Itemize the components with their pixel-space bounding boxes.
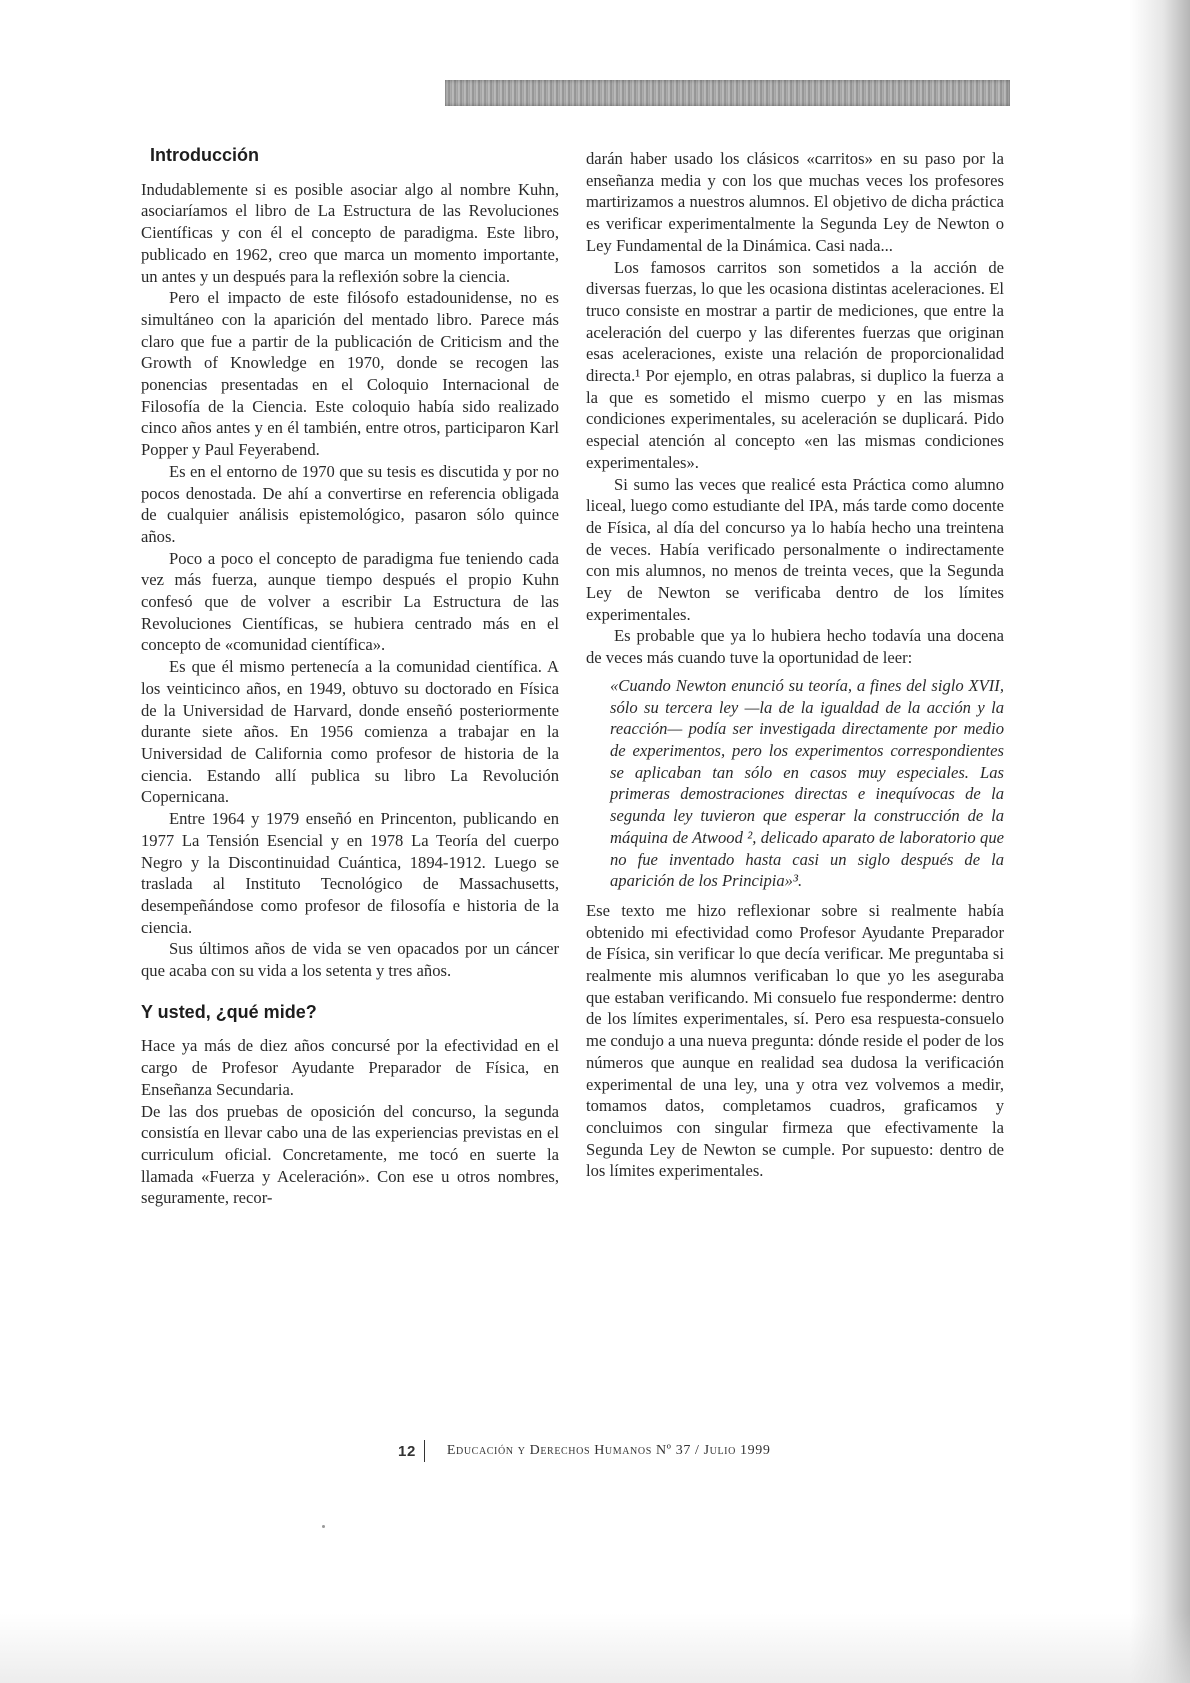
left-column	[141, 145, 559, 1209]
block-quote: «Cuando Newton enunció su teoría, a fines del siglo XVII, sólo su tercera ley —la de la igualdad de la acción y la reacción— podía ser investigada directamente por medio de experimentos, pero los experimentos correspondientes se aplicaban tan sólo en casos muy especiales. Las primeras demostraciones directas e inequívocas de la segunda ley tuvieron que esperar la construcción de la máquina de Atwood ², delicado aparato de laboratorio que no fue inventado hasta casi un siglo después de la aparición de los Principia»³.	[610, 675, 1004, 891]
paragraph: Los famosos carritos son sometidos a la acción de diversas fuerzas, lo que les ocasiona distintas aceleraciones. El truco consiste en mostrar a partir de mediciones, que entre la aceleración del cuerpo y las diferentes fuerzas que originan esas aceleraciones, existe una relación de proporcionalidad directa.¹ Por ejemplo, en otras palabras, si duplico la fuerza a la que es sometido el mismo cuerpo y en las mismas condiciones experimentales, su aceleración se duplicará. Pido especial atención al concepto «en las mismas condiciones experimentales».	[586, 257, 1004, 472]
section-heading-introduccion: Introducción	[150, 145, 259, 165]
paragraph: De las dos pruebas de oposición del concurso, la segunda consistía en llevar cabo una de las experiencias previstas en el curriculum oficial. Concretamente, me tocó en suerte la llamada «Fuerza y Aceleración». Con ese u otros nombres, seguramente, recor-	[141, 1101, 559, 1208]
scan-edge-shadow	[1130, 0, 1190, 1683]
header-decorative-bar	[445, 80, 1010, 106]
paragraph: Es probable que ya lo hubiera hecho todavía una docena de veces más cuando tuve la oportunidad de leer:	[586, 626, 1004, 668]
publication-info: Educación y Derechos Humanos Nº 37 / Julio 1999	[446, 1443, 771, 1458]
paragraph: Ese texto me hizo reflexionar sobre si realmente había obtenido mi efectividad como Profesor Ayudante Preparador de Física, sin verificar lo que decía verificar. Me preguntaba si realmente mis alumnos verificaban lo que yo les aseguraba que estaban verificando. Mi consuelo fue responderme: dentro de los límites experimentales, sí. Pero esa respuesta-consuelo me condujo a una nueva pregunta: dónde reside el poder de los números que aunque en realidad sea dudosa la verificación experimental de una ley, una y otra vez volvemos a medir, tomamos datos, completamos cuadros, graficamos y concluimos con singular firmeza que efectivamente la Segunda Ley de Newton se cumple. Por supuesto: dentro de los límites experimentales.	[586, 900, 1004, 1181]
footer-divider	[424, 1440, 425, 1462]
paragraph: Hace ya más de diez años concursé por la efectividad en el cargo de Profesor Ayudante Preparador de Física, en Enseñanza Secundaria.	[141, 1036, 559, 1099]
paragraph: Sus últimos años de vida se ven opacados por un cáncer que acaba con su vida a los setenta y tres años.	[141, 939, 559, 981]
right-column	[586, 148, 1004, 1182]
paragraph: Es en el entorno de 1970 que su tesis es discutida y por no pocos denostada. De ahí a convertirse en referencia obligada de cualquier análisis epistemológico, pasaron sólo quince años.	[141, 461, 559, 546]
paragraph: Pero el impacto de este filósofo estadounidense, no es simultáneo con la aparición del mentado libro. Parece más claro que fue a partir de la publicación de Criticism and the Growth of Knowledge en 1970, donde se recogen las ponencias presentadas en el Coloquio Internacional de Filosofía de la Ciencia. Este coloquio había sido realizado cinco años antes y en él también, entre otros, participaron Karl Popper y Paul Feyerabend.	[141, 288, 559, 460]
paragraph: Indudablemente si es posible asociar algo al nombre Kuhn, asociaríamos el libro de La Estructura de las Revoluciones Científicas y con él el concepto de paradigma. Este libro, publicado en 1962, creo que marca un momento importante, un antes y un después para la reflexión sobre la ciencia.	[141, 179, 559, 286]
page-footer	[398, 1440, 898, 1462]
paragraph: Poco a poco el concepto de paradigma fue teniendo cada vez más fuerza, aunque tiempo después el propio Kuhn confesó que de volver a escribir La Estructura de las Revoluciones Científicas, se hubiera centrado más en el concepto de «comunidad científica».	[141, 548, 559, 655]
paragraph: Si sumo las veces que realicé esta Práctica como alumno liceal, luego como estudiante del IPA, más tarde como docente de Física, al día del concurso ya lo había hecho una treintena de veces. Había verificado personalmente o indirectamente con mis alumnos, no menos de treinta veces, que la Segunda Ley de Newton se verificaba dentro de los límites experimentales.	[586, 474, 1004, 624]
page-number: 12	[398, 1442, 416, 1460]
section-heading-que-mide: Y usted, ¿qué mide?	[141, 1001, 317, 1022]
scan-speck	[322, 1525, 325, 1528]
paragraph: Entre 1964 y 1979 enseñó en Princenton, publicando en 1977 La Tensión Esencial y en 1978 La Teoría del cuerpo Negro y la Discontinuidad Cuántica, 1894-1912. Luego se traslada al Instituto Tecnológico de Massachusetts, desempeñándose como profesor de filosofía e historia de la ciencia.	[141, 809, 559, 937]
paragraph: darán haber usado los clásicos «carritos» en su paso por la enseñanza media y con los que muchas veces los profesores martirizamos a nuestros alumnos. El objetivo de dicha práctica es verificar experimentalmente la Segunda Ley de Newton o Ley Fundamental de la Dinámica. Casi nada...	[586, 149, 1004, 255]
scan-bottom-shadow	[0, 1613, 1190, 1683]
paragraph: Es que él mismo pertenecía a la comunidad científica. A los veinticinco años, en 1949, obtuvo su doctorado en Física de la Universidad de Harvard, donde enseñó posteriormente durante siete años. En 1956 comienza a trabajar en la Universidad de California como profesor de historia de la ciencia. Estando allí publica su libro La Revolución Copernicana.	[141, 657, 559, 807]
